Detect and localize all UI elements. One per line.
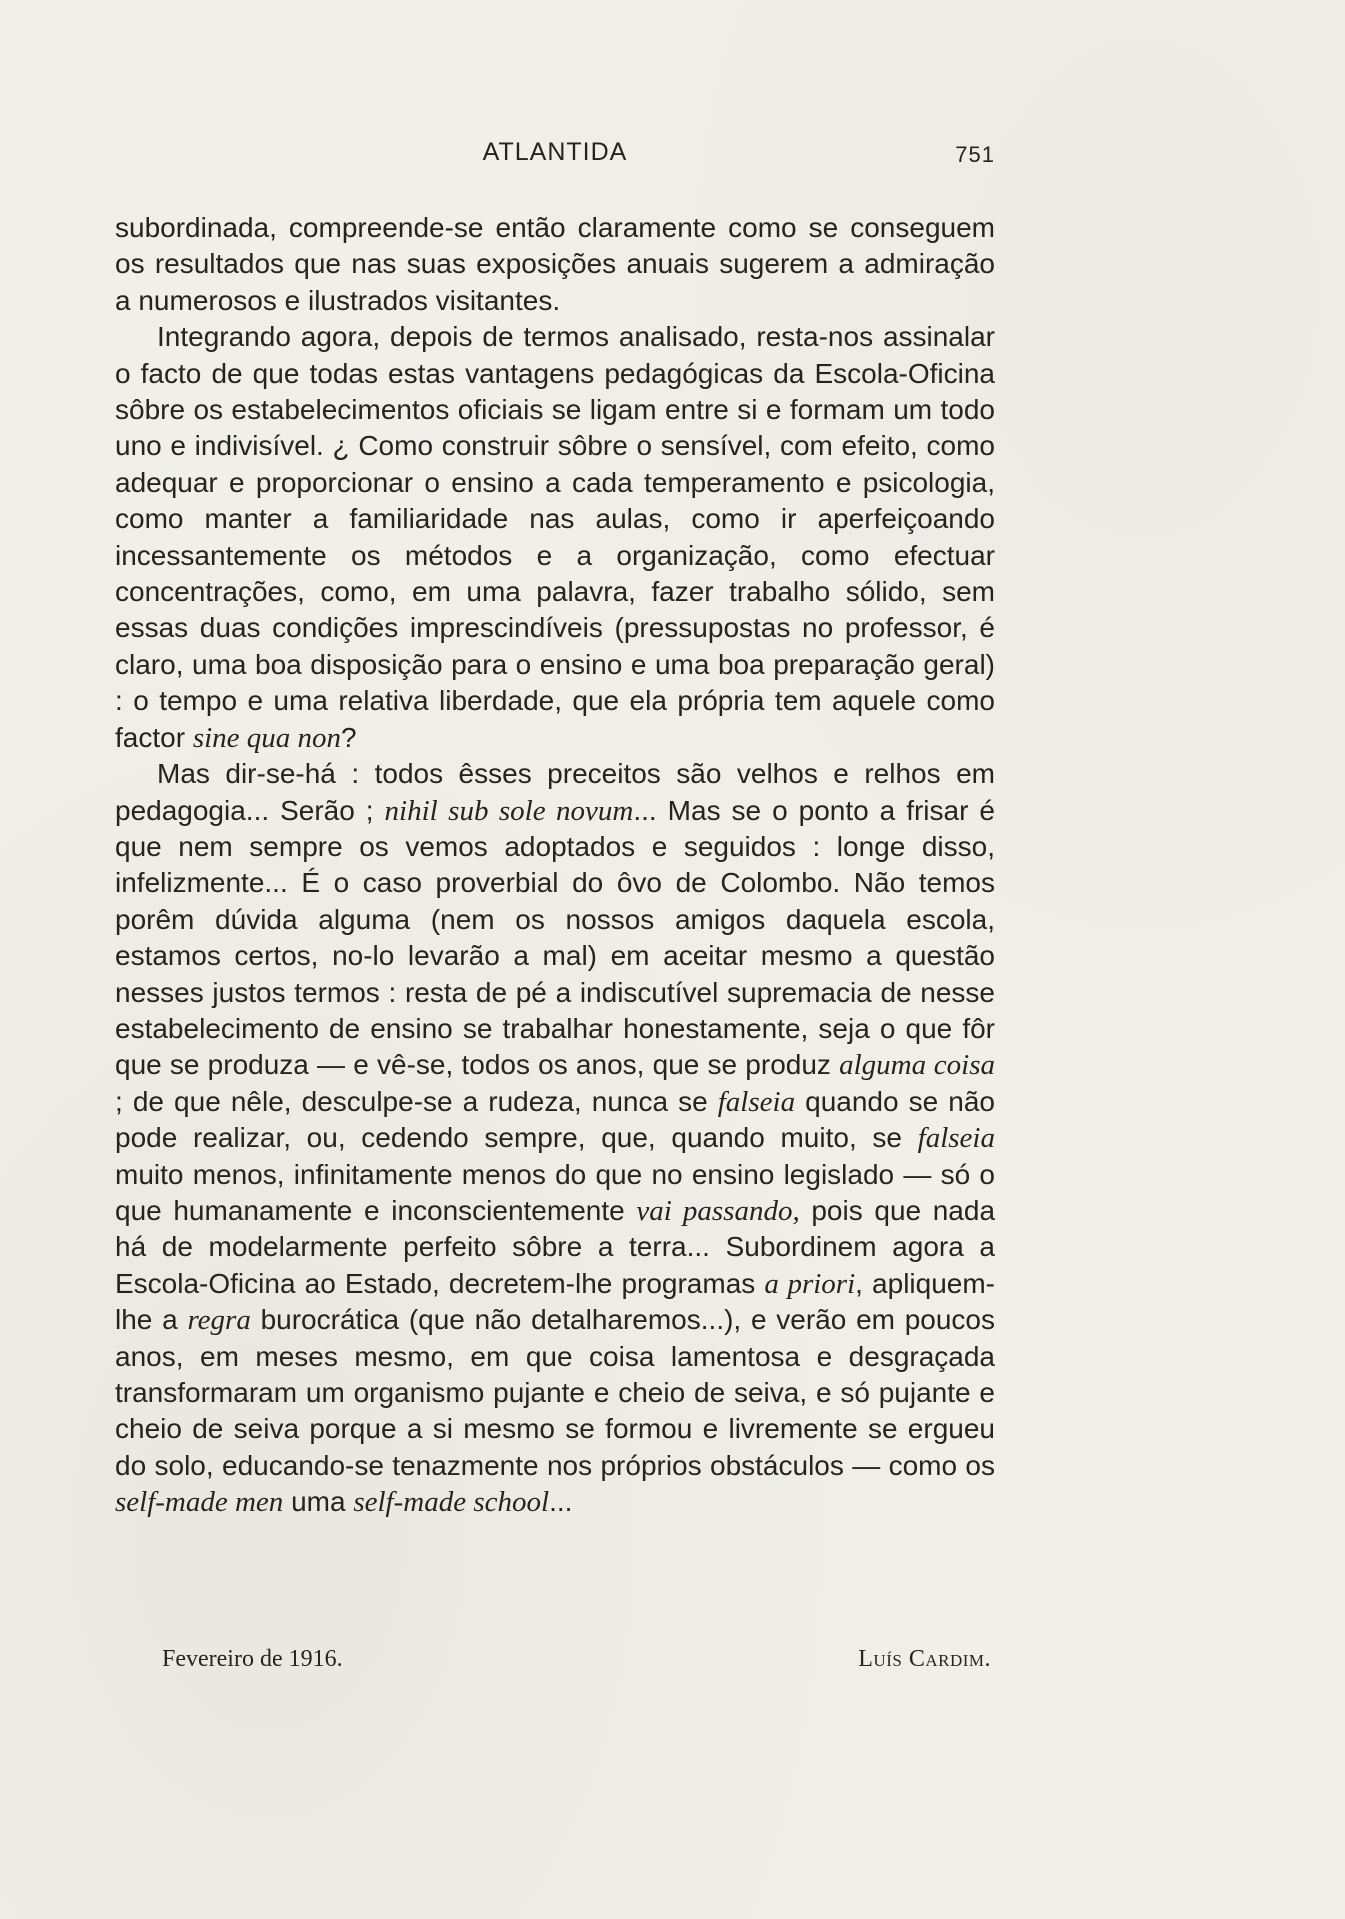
text-segment: pois que nada há de modelarmente perfeito sôbre a terra... Subordinem agora a Escola-Oficina ao Estado, decretem-lhe programas [115,1194,996,1299]
text-segment: , apliquem-lhe a [115,1267,995,1336]
text-segment: muito menos, infinitamente menos do que no ensino legislado — só o que humanamente e inconscientemente [115,1158,995,1226]
text-segment: burocrática (que não detalharemos...), e verão em poucos anos, em meses mesmo, em que coisa lamentosa e desgraçada transformaram um organismo pujante e cheio de seiva, e só pujante e cheio de seiva porque a si mesmo se formou e livremente se ergueu do solo, educando-se tenazmente nos próprios obstáculos — como os [115,1304,995,1481]
emphasis-text: sine qua non [192,721,342,754]
signature-author: Luís Cardim. [858,1646,991,1672]
text-segment: Integrando agora, depois de termos analisado, resta-nos assinalar o facto de que todas estas vantagens pedagógicas da Escola-Oficina sôbre os estabelecimentos oficiais se ligam entre si e formam um todo uno e indivisível. ¿ Como construir sôbre o sensível, com efeito, como adequar e proporcionar o ensino a cada temperamento e psicologia, como manter a familiaridade nas aulas, como ir aperfeiçoando incessantemente os métodos e a organização, como efectuar concentrações, como, em uma palavra, fazer trabalho sólido, sem essas duas condições imprescindíveis (pressupostas no professor, é claro, uma boa disposição para o ensino e uma boa preparação geral) : o tempo e uma relativa liberdade, que ela própria tem aquele como factor [115,321,995,753]
emphasis-text: nihil sub sole novum [384,794,634,827]
text-segment: Mas dir-se-há : todos êsses preceitos são velhos e relhos em pedagogia... Serão ; [115,758,995,826]
text-segment: subordinada, compreende-se então claramente como se conseguem os resultados que nas suas exposições anuais sugerem a admiração a numerosos e ilustrados visitantes. [115,212,995,316]
page-number: 751 [955,142,995,167]
emphasis-text: falseia [717,1085,796,1118]
signature-date: Fevereiro de 1916. [162,1646,343,1672]
text-segment: uma [283,1486,354,1518]
text-segment: ? [341,721,357,753]
running-header [115,138,995,178]
text-segment: ... Mas se o ponto a frisar é que nem sempre os vemos adoptados e seguidos : longe disso, infelizmente... É o caso proverbial do ôvo de Colombo. Não temos porêm dúvida alguma (nem os nossos amigos daquela escola, estamos certos, no-lo levarão a mal) em aceitar mesmo a questão nesses justos termos : resta de pé a indiscutível supremacia de nesse estabelecimento de ensino se trabalhar honestamente, seja o que fôr que se produza — e vê-se, todos os anos, que se produz [115,794,995,1081]
emphasis-text: alguma coisa [839,1049,995,1082]
paragraph-3 [115,756,995,1521]
emphasis-text: self-made men [115,1486,284,1519]
signature-line [115,1646,995,1686]
paragraph-2 [115,319,995,756]
text-segment: ; de que nêle, desculpe-se a rudeza, nunca se [115,1085,718,1117]
emphasis-text: falseia [917,1122,995,1155]
running-title: ATLANTIDA [482,138,628,166]
text-segment: quando se não pode realizar, ou, cedendo sempre, que, quando muito, se [115,1085,995,1154]
emphasis-text: regra [187,1304,251,1337]
emphasis-text: self-made school [353,1486,550,1519]
paragraph-1 [115,210,995,319]
text-segment: ... [549,1486,573,1518]
article-body [115,210,995,1521]
emphasis-text: vai passando, [636,1194,800,1227]
emphasis-text: a priori [764,1267,856,1300]
